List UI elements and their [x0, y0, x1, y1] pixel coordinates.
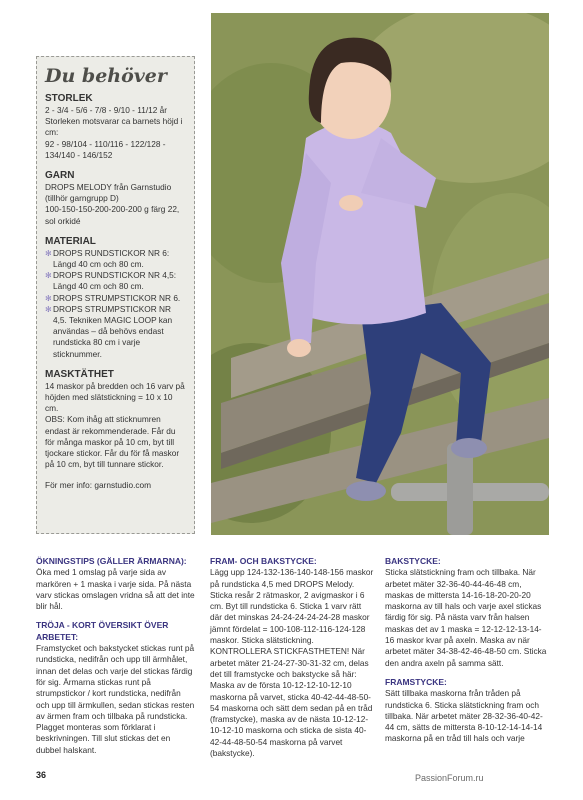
sidebar-title: Du behöver [45, 65, 167, 87]
snowflake-bullet-icon: ✻ [45, 293, 52, 303]
text-column-3 [385, 556, 549, 753]
material-item: ✻ DROPS RUNDSTICKOR NR 6: Längd 40 cm och 80 cm. [45, 247, 170, 270]
increase-tips-text: Öka med 1 omslag på varje sida av markören + 1 maska i varje sida. På nästa varv stickas omslagen vridna så att det inte blir hål. [36, 567, 195, 612]
snowflake-bullet-icon: ✻ [45, 271, 52, 281]
watermark: PassionForum.ru [415, 773, 484, 783]
material-item: ✻ DROPS STRUMPSTICKOR NR 4,5. Tekniken MAGIC LOOP kan användas – då behövs endast rundsticka 80 cm i varje sticknummer. [45, 303, 173, 359]
front-back-heading: FRAM- OCH BAKSTYCKE: [210, 556, 317, 566]
gauge-heading: MASKTÄTHET [45, 368, 114, 380]
gauge-note: OBS: Kom ihåg att sticknumren endast är rekommenderade. Får du för många maskor på 10 cm, byt till tjockare stickor. Får du för få maskor på 10 cm, byt till tunnare stickor. [45, 414, 180, 470]
size-heading: STORLEK [45, 93, 93, 104]
text-column-2 [210, 556, 374, 767]
overview-heading: TRÖJA - KORT ÖVERSIKT ÖVER ARBETET: [36, 620, 169, 642]
page-number: 36 [36, 770, 47, 780]
yarn-amounts: 100-150-150-200-200-200 g färg 22, sol orkidé [45, 204, 180, 226]
photo-girl-on-bench [211, 13, 549, 535]
back-piece-heading: BAKSTYCKE: [385, 556, 441, 566]
sizes-text: 2 - 3/4 - 5/6 - 7/8 - 9/10 - 11/12 år [45, 105, 168, 115]
snowflake-bullet-icon: ✻ [45, 248, 52, 258]
heights-text: 92 - 98/104 - 110/116 - 122/128 - 134/140 - 146/152 [45, 138, 166, 160]
increase-tips-heading: ÖKNINGSTIPS (GÄLLER ÄRMARNA): [36, 556, 187, 566]
snowflake-bullet-icon: ✻ [45, 304, 52, 314]
front-piece-text: Sätt tillbaka maskorna från tråden på rundsticka 6. Sticka slätstickning fram och tillbaka. När arbetet mäter 28-32-36-40-42-44 cm, sätts de mittersta 8-10-12-14-14-14 maskorna på en tråd till hals och varje [385, 688, 543, 744]
yarn-heading: GARN [45, 170, 75, 182]
material-item: ✻ DROPS STRUMPSTICKOR NR 6. [45, 292, 181, 303]
yarn-text: DROPS MELODY från Garnstudio (tillhör garngrupp D) [45, 182, 172, 204]
overview-text: Framstycket och bakstycket stickas runt på rundsticka, nedifrån och upp till ärmhålet, innan det delas och varje del stickas färdig för sig. Ärmarna stickas runt på strumpstickor / kort rundsticka, nedifrån och upp till ärmkullen, sedan stickas resten av ärmen fram och tillbaka på rundsticka. Plagget monteras som förklarat i beskrivningen. Till slut stickas det en dubbel halskant. [36, 643, 195, 755]
back-piece-text: Sticka slätstickning fram och tillbaka. När arbetet mäter 32-36-40-44-46-48 cm, maskas de mittersta 14-16-18-20-20-20 maskorna av till hals och varje axel stickas färdig för sig. På nästa varv från halsen maskas det av 1 maska = 12-12-12-13-14-16 maskor kvar på axeln. Maska av när arbetet mäter 34-38-42-46-48-50 cm. Sticka den andra axeln på samma sätt. [385, 567, 547, 668]
photo-illustration [211, 13, 549, 535]
text-column-1 [36, 556, 196, 764]
front-back-text: Lägg upp 124-132-136-140-148-156 maskor på rundsticka 4,5 med DROPS Melody. Sticka resår 2 rätmaskor, 2 avigmaskor i 6 cm. Byt till rundsticka 6. Sticka 1 varv rätt där det minskas 24-24-24-24-24-28 maskor jämnt fördelat = 100-108-112-116-124-128 maskor. Sticka slätstickning. KONTROLLERA STICKFASTHETEN! När arbetet mäter 21-24-27-30-31-32 cm, delas det till framstycke och bakstycke så här: Maska av de första 10-12-12-10-12-10 maskorna på varvet, sticka 40-42-44-48-50-54 maskorna och sätt dem sedan på en tråd (framstycke), maska av de nästa 10-12-12-10-12-10 maskorna och sticka de sista 40-42-44-48-50-54 maskorna på varvet (bakstycke). [210, 567, 374, 759]
front-piece-heading: FRAMSTYCKE: [385, 676, 447, 687]
size-note: Storleken motsvarar ca barnets höjd i cm: [45, 116, 183, 138]
gauge-text: 14 maskor på bredden och 16 varv på höjden med slätstickning = 10 x 10 cm. [45, 380, 185, 414]
more-info-text: För mer info: garnstudio.com [45, 480, 152, 491]
material-heading: MATERIAL [45, 235, 96, 247]
material-item: ✻ DROPS RUNDSTICKOR NR 4,5: Längd 40 cm och 80 cm. [45, 270, 177, 292]
materials-sidebar [36, 56, 195, 534]
